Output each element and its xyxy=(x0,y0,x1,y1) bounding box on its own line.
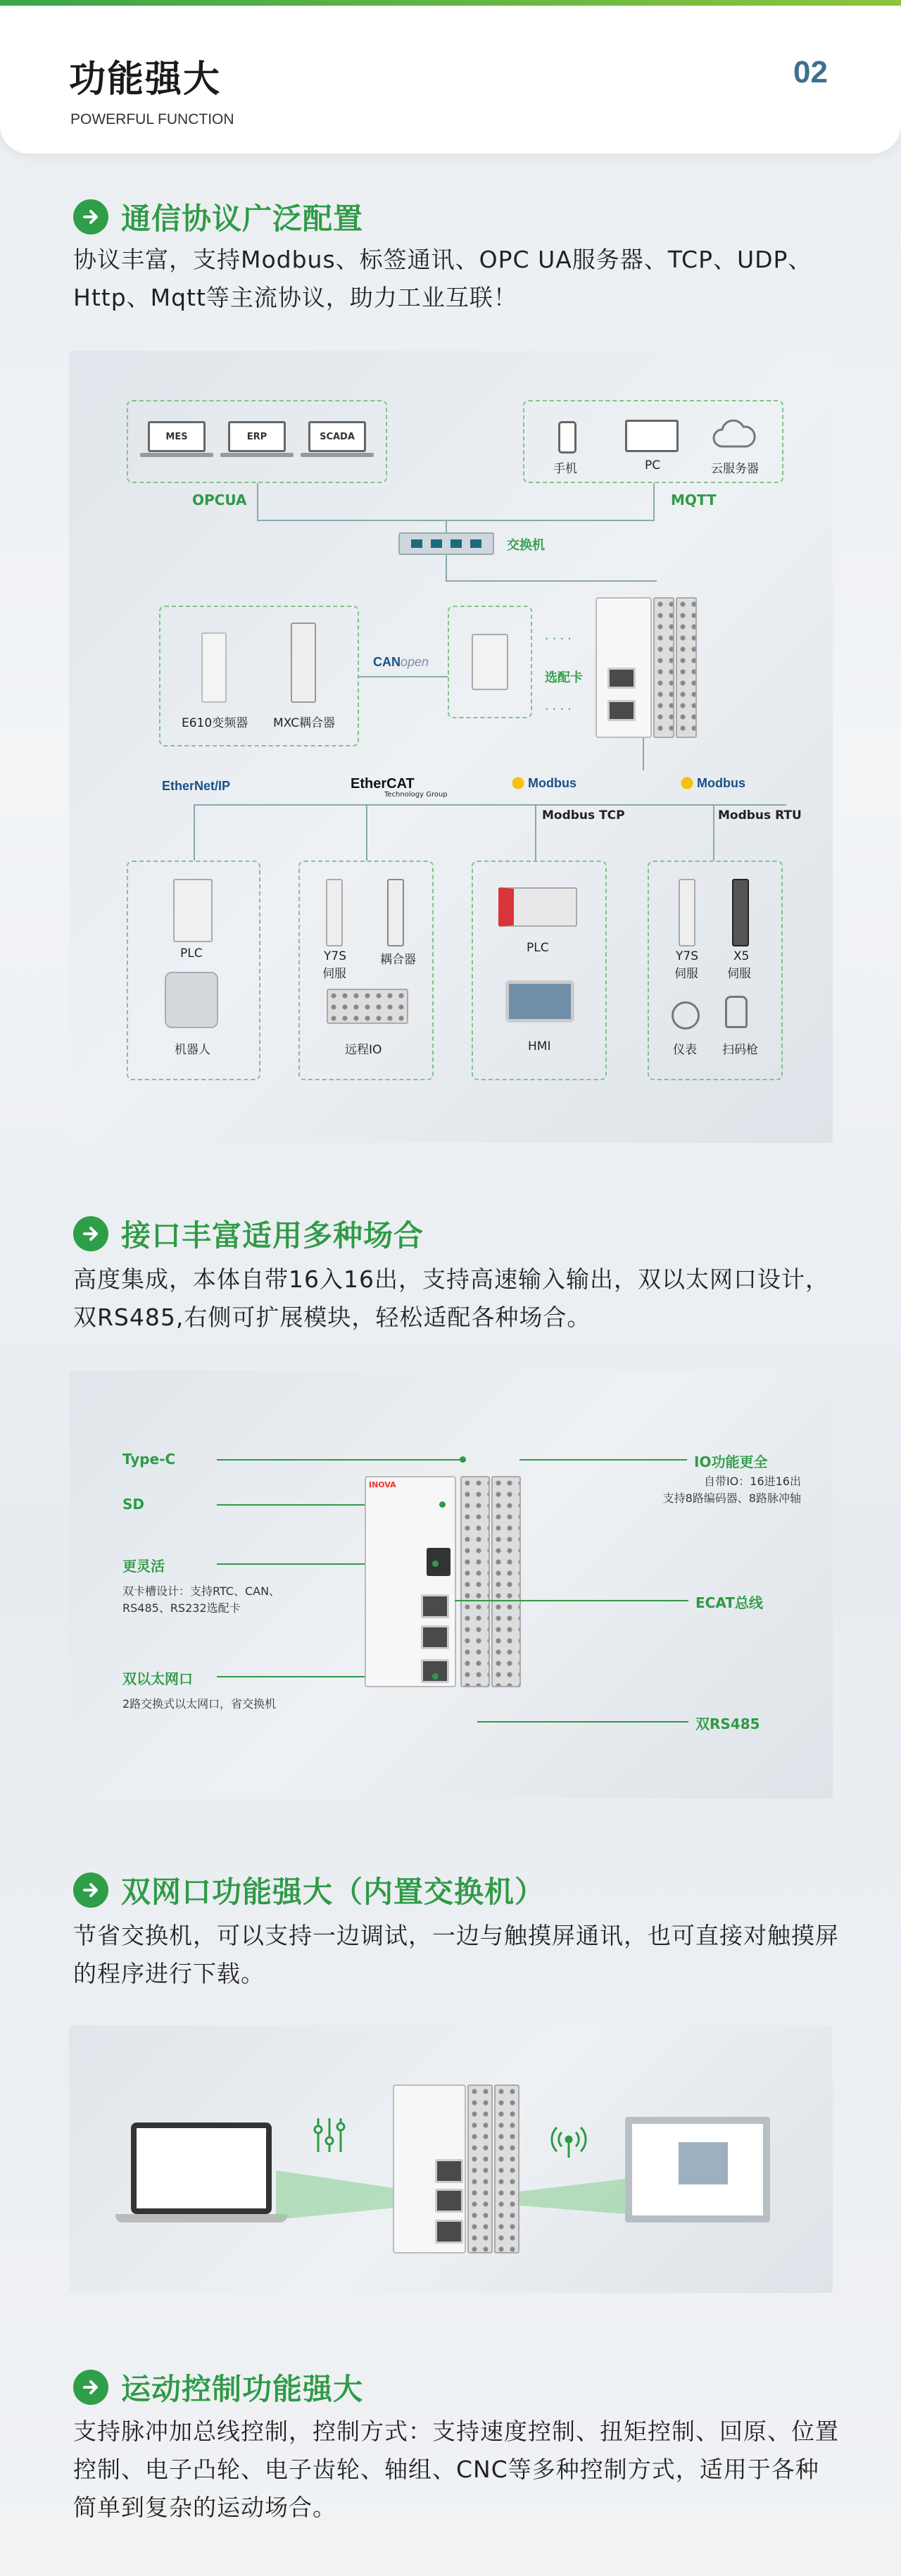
option-card-device xyxy=(472,634,508,690)
phone-label: 手机 xyxy=(553,462,577,476)
inverter-device xyxy=(201,632,227,703)
ecat-callout: ECAT总线 xyxy=(695,1594,763,1611)
modbus-rtu-label: Modbus RTU xyxy=(718,808,802,823)
modbus-tcp-logo: Modbus xyxy=(511,776,576,791)
io-callout: IO功能更全 xyxy=(694,1453,768,1470)
sd-callout: SD xyxy=(122,1496,145,1513)
laptop-device xyxy=(131,2122,272,2214)
modbus-tcp-label: Modbus TCP xyxy=(542,808,625,823)
dual-port-diagram xyxy=(69,2025,833,2293)
servo3-label: 伺服 xyxy=(727,967,751,981)
plc2-label: PLC xyxy=(527,941,549,955)
pc-label: PC xyxy=(645,458,661,473)
modbus-rtu-group xyxy=(648,861,783,1080)
mqtt-label: MQTT xyxy=(671,492,717,508)
io-desc-1: 自带IO：16进16出 xyxy=(703,1475,801,1488)
arrow-right-icon xyxy=(73,1872,108,1908)
remote-io-label: 远程IO xyxy=(345,1043,382,1057)
hmi-label: HMI xyxy=(528,1039,551,1053)
section-title: 接口丰富适用多种场合 xyxy=(121,1218,424,1253)
page-number: 02 xyxy=(793,55,828,89)
adjust-icon xyxy=(308,2114,351,2156)
meter-label: 仪表 xyxy=(673,1043,697,1057)
top-accent-bar xyxy=(0,0,901,6)
canopen-suffix: open xyxy=(401,655,429,669)
opcua-label: OPCUA xyxy=(192,492,247,508)
arrow-right-icon xyxy=(73,2370,108,2405)
section-heading-dual-port xyxy=(73,1869,545,1911)
page-subtitle: POWERFUL FUNCTION xyxy=(70,111,234,127)
monitor-icon: MES xyxy=(148,421,206,452)
switch-label: 交换机 xyxy=(507,538,545,553)
cloud-icon xyxy=(711,418,756,452)
plc1-label: PLC xyxy=(180,946,203,961)
monitor-icon: SCADA xyxy=(308,421,366,452)
scanner-label: 扫码枪 xyxy=(722,1043,758,1057)
typec-callout: Type-C xyxy=(122,1451,176,1468)
page-title: 功能强大 xyxy=(69,58,222,101)
y7s1-label: Y7S xyxy=(324,949,346,963)
plc-device xyxy=(365,1476,456,1687)
ethercat-label: EtherCAT xyxy=(351,776,415,792)
section-title: 双网口功能强大（内置交换机） xyxy=(121,1875,546,1909)
monitor-icon xyxy=(625,420,679,452)
arrow-right-icon xyxy=(73,1216,108,1251)
flexible-callout: 更灵活 xyxy=(122,1558,165,1575)
coupler-device xyxy=(291,623,316,703)
modbus-rtu-logo: Modbus xyxy=(680,776,745,791)
section-text: 支持脉冲加总线控制，控制方式：支持速度控制、扭矩控制、回原、位置控制、电子凸轮、电子齿轮、轴组、CNC等多种控制方式，适用于各种简单到复杂的运动场合。 xyxy=(73,2418,839,2521)
servo2-label: 伺服 xyxy=(674,967,698,981)
switch-icon xyxy=(398,532,494,555)
ethernetip-label: EtherNet/IP xyxy=(162,779,231,793)
phone-icon xyxy=(558,421,576,454)
e610-label: E610变频器 xyxy=(182,716,248,730)
ethercat-sub-label: Technology Group xyxy=(384,791,448,799)
x5-label: X5 xyxy=(733,949,750,963)
canopen-label: CAN xyxy=(373,655,401,669)
io-desc-2: 支持8路编码器、8路脉冲轴 xyxy=(662,1492,801,1505)
brand-label: INOVA xyxy=(369,1480,396,1489)
section-text: 节省交换机，可以支持一边调试，一边与触摸屏通讯，也可直接对触摸屏的程序进行下载。 xyxy=(73,1922,839,1987)
section-heading-motion xyxy=(73,2366,363,2408)
section-text: 协议丰富，支持Modbus、标签通讯、OPC UA服务器、TCP、UDP、Http、Mqtt等主流协议，助力工业互联！ xyxy=(73,246,812,311)
section-heading-interfaces xyxy=(73,1213,424,1255)
arrow-right-icon xyxy=(73,199,108,235)
robot-label: 机器人 xyxy=(175,1043,210,1057)
flexible-desc: 双卡槽设计：支持RTC、CAN、RS485、RS232选配卡 xyxy=(122,1584,281,1615)
section-heading-protocols xyxy=(73,196,363,238)
monitor-icon: ERP xyxy=(228,421,286,452)
interface-diagram xyxy=(69,1370,833,1799)
touchscreen-device xyxy=(625,2117,770,2222)
rs485-callout: 双RS485 xyxy=(695,1715,760,1732)
y7s2-label: Y7S xyxy=(676,949,698,963)
mxc-label: MXC耦合器 xyxy=(273,716,335,730)
section-title: 通信协议广泛配置 xyxy=(121,201,364,236)
option-card-label: 选配卡 xyxy=(545,670,583,685)
protocol-diagram: MES ERP SCADA 手机 PC 云服务器 OPCUA MQTT 交换机 E610变频器 MXC耦合器 CANopen 选配卡 · · · · · · · · EtherNet/IP EtherCAT Technology Group Modbus Modbus Modbus TCP Modbus RTU PLC 机器人 Y7S 伺服 耦合器 远程IO PLC HMI Y7S 伺服 X5 伺服 仪表 扫码枪 xyxy=(69,351,833,1143)
dual-eth-desc: 2路交换式以太网口，省交换机 xyxy=(122,1697,277,1711)
coupler-label: 耦合器 xyxy=(380,953,416,967)
section-title: 运动控制功能强大 xyxy=(121,2372,364,2406)
page-header xyxy=(0,6,901,154)
cloud-label: 云服务器 xyxy=(711,462,759,476)
wifi-icon xyxy=(548,2118,590,2161)
dual-eth-callout: 双以太网口 xyxy=(122,1670,193,1687)
servo1-label: 伺服 xyxy=(322,967,346,981)
section-text: 高度集成，本体自带16入16出，支持高速输入输出，双以太网口设计，双RS485,右侧可扩展模块，轻松适配各种场合。 xyxy=(73,1265,829,1331)
